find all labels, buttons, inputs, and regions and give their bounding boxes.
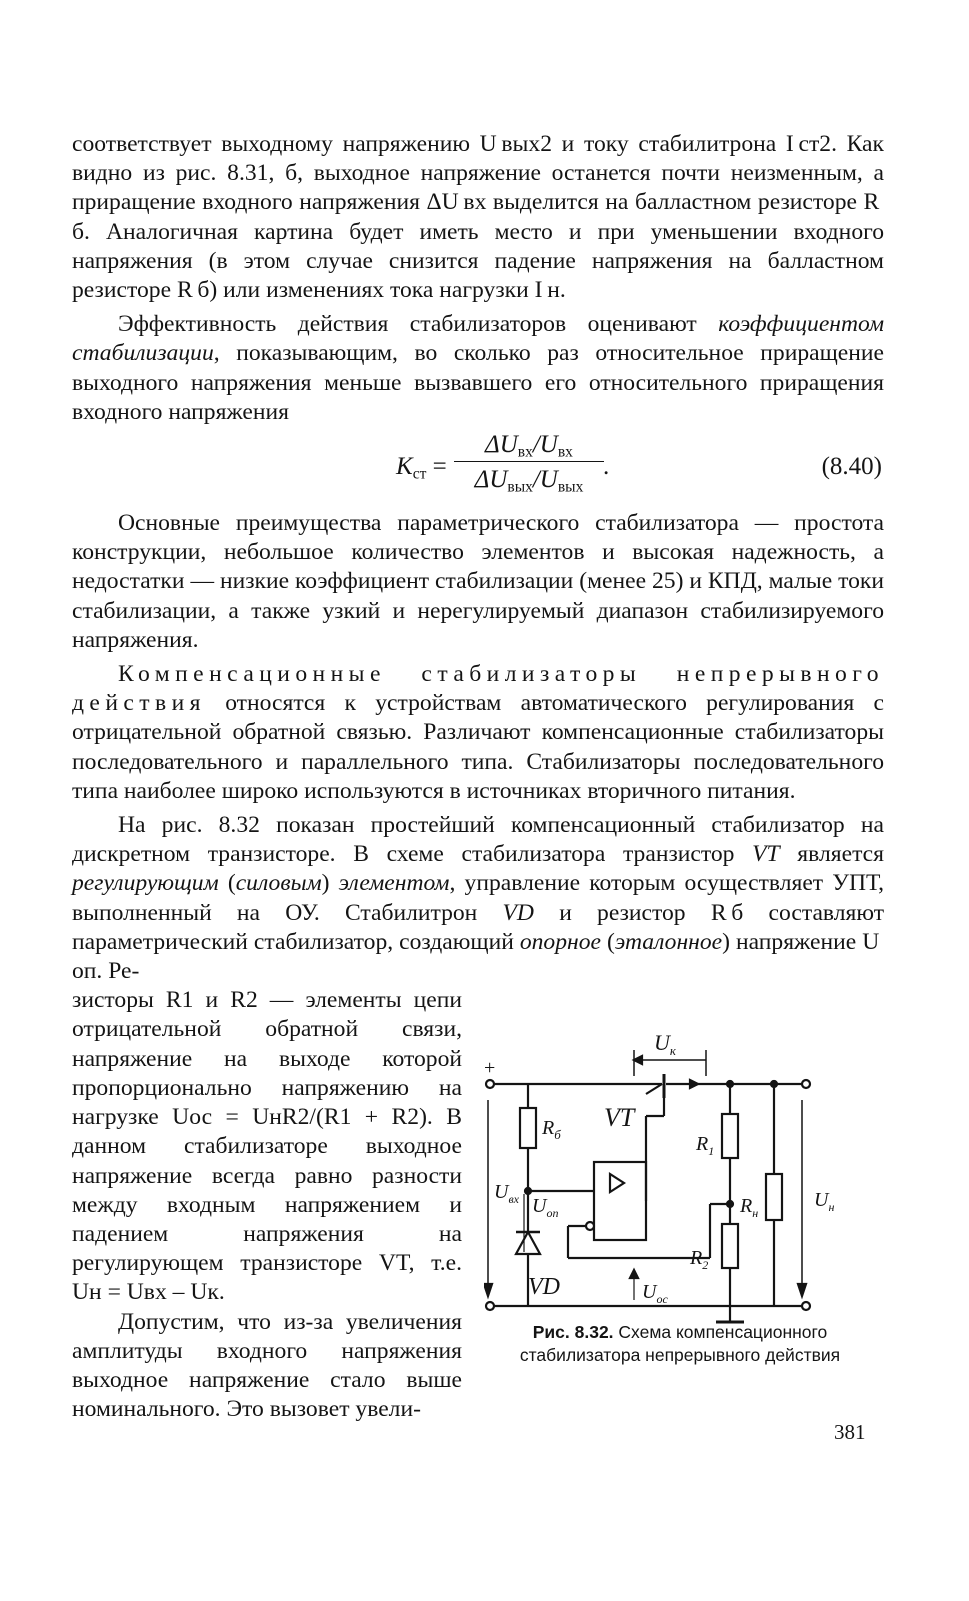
num-sub-1: вх	[517, 443, 533, 461]
uos-arrow-head	[630, 1270, 638, 1278]
term-power: силовым	[235, 870, 322, 897]
opamp-box	[594, 1162, 646, 1240]
label-uvx: $U_{вх}$	[494, 1181, 519, 1207]
node-divider	[727, 1201, 733, 1207]
label-rn: $R_н$	[740, 1195, 759, 1221]
uvx-arrow-head	[484, 1284, 492, 1296]
formula-period: .	[603, 453, 610, 481]
uk-arrow-head	[634, 1056, 642, 1064]
two-column-block	[72, 986, 884, 1424]
opamp-inverting-input	[586, 1222, 594, 1230]
text-run: (	[218, 870, 236, 897]
term-vt: VT	[752, 841, 780, 868]
output-minus-terminal	[802, 1302, 810, 1310]
resistor-r2	[722, 1224, 738, 1268]
equation-number: (8.40)	[821, 453, 882, 481]
formula-k: K	[396, 453, 413, 481]
paragraph-5	[72, 811, 884, 986]
label-vt: VT	[604, 1103, 635, 1133]
page-number: 381	[834, 1420, 866, 1444]
text-run: и резистор R б составляют параметрический стабилизатор, создающий	[72, 899, 884, 955]
label-uos: $U_{ос}$	[642, 1281, 668, 1307]
paragraph-3: Основные преимущества параметрического стабилизатора — простота конструкции, небольшое количество элементов и высокая надежность, а недостатки — низкие коэффициент стабилизации (менее 25) и КПД, малые токи стабилизации, а также узкий и нерегулируемый диапазон стабилизируемого напряжения.	[72, 510, 884, 653]
circuit-diagram	[484, 1016, 844, 1336]
label-r1: $R_1$	[696, 1133, 715, 1159]
label-r2: $R_2$	[690, 1247, 709, 1273]
den-mid: /U	[532, 466, 558, 494]
term-reference: опорное	[519, 928, 601, 955]
vt-emitter-arrow	[690, 1080, 698, 1088]
num-sub-2: вх	[557, 443, 573, 461]
figure-caption	[480, 1321, 880, 1367]
text-run: (	[601, 928, 615, 955]
paragraph-6: зисторы R1 и R2 — элементы цепи отрицательной обратной связи, напряжение на выходе которой пропорционально напряжению на нагрузке Uос = UнR2/(R1 + R2). В данном стабилизаторе выходное напряжение всегда равно разности между входным напряжением и падением напряжения на регулирующем транзисторе VT, т.е. Uн = Uвх – Uк.	[72, 987, 462, 1306]
figure-column	[484, 986, 884, 1424]
term-stabilization-coefficient: коэффициентом стабилизации	[72, 311, 884, 367]
paragraph-7: Допустим, что из-за увеличения амплитуды входного напряжения выходное напряжение стало выше номинального. Это вызовет увели-	[72, 1308, 462, 1423]
input-plus-terminal	[486, 1080, 494, 1088]
vd-triangle	[516, 1232, 540, 1254]
resistor-r1	[722, 1114, 738, 1158]
formula-equals: =	[426, 453, 447, 481]
label-rb: $R_б$	[542, 1117, 561, 1143]
formula-fraction	[454, 431, 604, 494]
num-delta-u: ΔU	[485, 431, 518, 459]
paragraph-4	[72, 660, 884, 806]
formula-numerator	[454, 431, 604, 462]
den-sub-1: вых	[507, 478, 533, 496]
term-vd: VD	[502, 899, 534, 926]
term-etalon: эталонное	[614, 928, 723, 955]
label-plus: +	[484, 1057, 496, 1080]
term-regulating: регулирующим	[72, 870, 219, 897]
label-vd: VD	[528, 1274, 560, 1301]
formula-denominator	[454, 462, 604, 494]
term-element: элементом	[338, 870, 450, 897]
label-uk: $U_к$	[654, 1030, 676, 1059]
num-mid: /U	[532, 431, 558, 459]
text-run: относятся к устройствам автоматического регулирования с отрицательной обратной связью. Различают компенсационные стабилизаторы последовательного и параллельного типа. Стабилизаторы последовательного типа наиболее широко используются в источниках вторичного питания.	[72, 690, 884, 804]
den-sub-2: вых	[557, 478, 584, 496]
input-minus-terminal	[486, 1302, 494, 1310]
formula-k-sub: ст	[412, 465, 427, 483]
formula-lhs	[396, 453, 447, 481]
left-column	[72, 986, 462, 1424]
text-run: Эффективность действия стабилизаторов оценивают	[118, 311, 719, 338]
den-delta-u: ΔU	[474, 466, 508, 494]
page-body	[72, 130, 884, 1424]
label-un: $U_н$	[814, 1189, 835, 1215]
text-run: является	[779, 841, 885, 868]
caption-text: Схема компенсационного стабилизатора непрерывного действия	[519, 1322, 841, 1366]
text-run: , управление которым осуществляет УПТ, выполненный на ОУ. Стабилитрон	[72, 870, 884, 926]
spaced-heading-text: Компенсационные стабилизаторы непрерывного действия	[72, 661, 884, 717]
un-arrow-head	[798, 1284, 806, 1296]
label-uop: $U_{оп}$	[532, 1195, 559, 1221]
formula-8-40	[72, 431, 884, 509]
paragraph-2	[72, 310, 884, 427]
output-plus-terminal	[802, 1080, 810, 1088]
text-run: На рис. 8.32 показан простейший компенсационный стабилизатор на дискретном транзисторе. В схеме стабилизатора транзистор	[72, 812, 884, 868]
resistor-rb	[520, 1108, 536, 1148]
resistor-rn	[766, 1174, 782, 1220]
vt-collector	[646, 1084, 662, 1094]
text-run: , показывающим, во сколько раз относительное приращение выходного напряжения меньше вызвавшего его относительного приращения входного напряжения	[72, 340, 884, 425]
caption-number: Рис. 8.32.	[532, 1322, 614, 1343]
text-run: )	[321, 870, 339, 897]
text-run: ) напряжение U оп. Ре-	[72, 928, 884, 985]
paragraph-1: соответствует выходному напряжению U вых2 и току стабилитрона I ст2. Как видно из рис. 8.31, б, выходное напряжение останется почти неизменным, а приращение входного напряжения ΔU вх выделится на балластном резисторе R б. Аналогичная картина будет иметь место и при уменьшении входного напряжения (в этом случае снизится падение напряжения на балластном резисторе R б) или изменениях тока нагрузки I н.	[72, 131, 884, 304]
